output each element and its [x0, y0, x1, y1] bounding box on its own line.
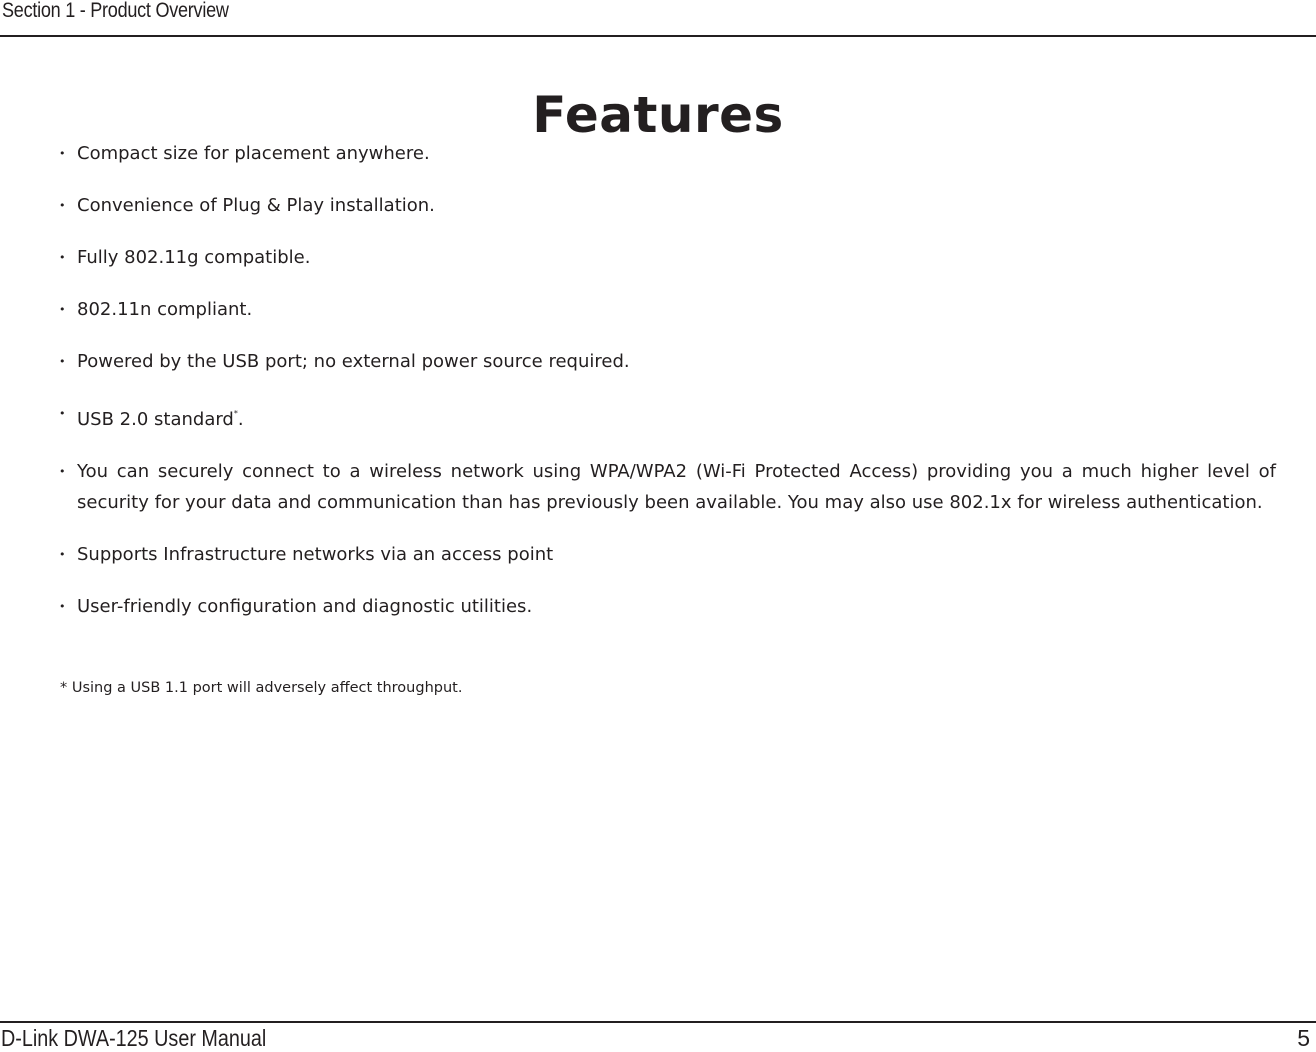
feature-item	[58, 591, 1276, 622]
bullet-icon: •	[59, 251, 66, 264]
feature-text: Powered by the USB port; no external power source required.	[77, 351, 630, 372]
page-number: 5	[1297, 1025, 1310, 1051]
footnote-marker: *	[233, 409, 238, 418]
feature-item	[58, 138, 1276, 169]
feature-item	[58, 398, 1276, 435]
footer-manual-title: D-Link DWA-125 User Manual	[1, 1025, 267, 1051]
section-header: Section 1 - Product Overview	[2, 0, 229, 22]
header-divider	[0, 35, 1316, 37]
bullet-icon: •	[59, 548, 66, 561]
feature-text: User-friendly configuration and diagnostic utilities.	[77, 596, 533, 617]
feature-item	[58, 242, 1276, 273]
feature-text: USB 2.0 standard	[77, 409, 234, 430]
feature-text: Compact size for placement anywhere.	[77, 143, 430, 164]
feature-text: Supports Infrastructure networks via an access point	[77, 544, 554, 565]
feature-text: Convenience of Plug & Play installation.	[77, 195, 435, 216]
feature-text: 802.11n compliant.	[77, 299, 253, 320]
page-title: Features	[532, 85, 784, 144]
feature-item	[58, 294, 1276, 325]
feature-suffix: .	[237, 409, 244, 430]
feature-item	[58, 539, 1276, 570]
bullet-icon: •	[59, 147, 66, 160]
bullet-icon: •	[59, 600, 66, 613]
bullet-icon: •	[59, 199, 66, 212]
feature-list	[58, 138, 1276, 643]
footnote: * Using a USB 1.1 port will adversely affect throughput.	[60, 680, 463, 696]
feature-item	[58, 456, 1276, 518]
feature-text: Fully 802.11g compatible.	[77, 247, 311, 268]
bullet-icon: •	[59, 465, 66, 478]
feature-item	[58, 190, 1276, 221]
feature-item	[58, 346, 1276, 377]
bullet-icon: •	[59, 303, 66, 316]
feature-text: You can securely connect to a wireless network using WPA/WPA2 (Wi-Fi Protected Access) providing you a much higher level of security for your data and communication than has previously been available. You may also use 802.1x for wireless authentication.	[77, 461, 1276, 513]
bullet-icon: •	[59, 407, 66, 420]
footer-divider	[0, 1021, 1316, 1023]
bullet-icon: •	[59, 355, 66, 368]
